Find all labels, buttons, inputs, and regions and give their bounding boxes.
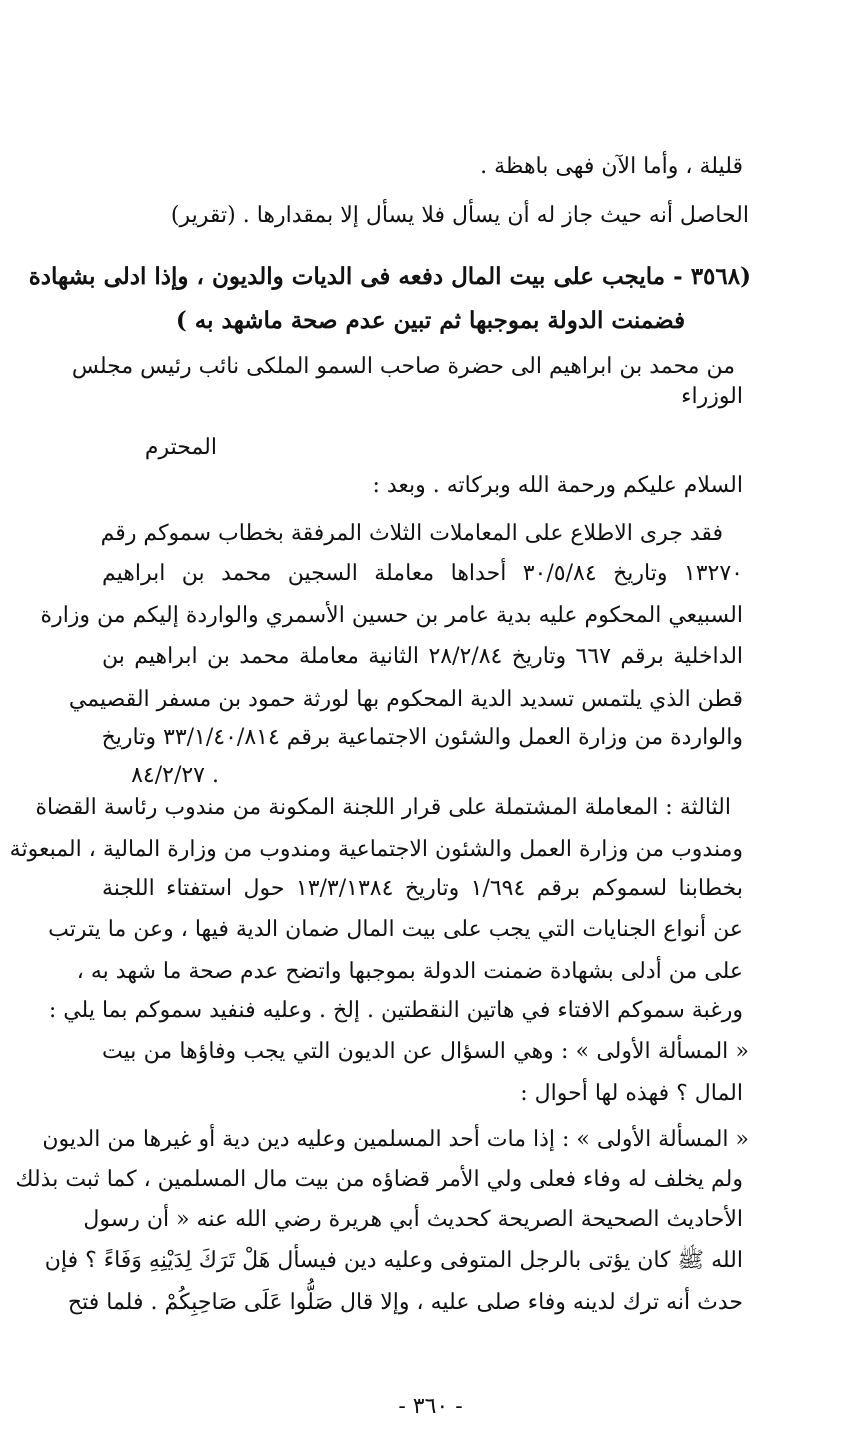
text-line: ورغبة سموكم الافتاء في هاتين النقطتين . إلخ . وعليه فنفيد سموكم بما يلي :	[48, 998, 743, 1023]
text-line: والواردة من وزارة العمل والشئون الاجتماعية برقم ٣٣/١/٤٠/٨١٤ وتاريخ	[101, 725, 743, 750]
page-number: - ٣٦٠ -	[398, 1394, 463, 1419]
text-line: المال ؟ فهذه لها أحوال :	[520, 1081, 743, 1106]
text-line: عن أنواع الجنايات التي يجب على بيت المال ضمان الدية فيها ، وعن ما يترتب	[48, 917, 743, 942]
salutation: المحترم	[144, 435, 217, 460]
text-line: ولم يخلف له وفاء فعلى ولي الأمر قضاؤه من بيت مال المسلمين ، كما ثبت بذلك	[15, 1167, 743, 1192]
text-line: ومندوب من وزارة العمل والشئون الاجتماعية ومندوب من وزارة المالية ، المبعوثة	[9, 837, 743, 862]
text-line: الأحاديث الصحيحة الصريحة كحديث أبي هريرة رضي الله عنه « أن رسول	[83, 1207, 743, 1232]
text-line: حدث أنه ترك لدينه وفاء صلى عليه ، وإلا قال صَلُّوا عَلَى صَاحِبِكُمْ . فلما فتح	[67, 1290, 743, 1315]
text-line: قطن الذي يلتمس تسديد الدية المحكوم بها لورثة حمود بن مسفر القصيمي	[68, 687, 743, 712]
text-line: من محمد بن ابراهيم الى حضرة صاحب السمو الملكى نائب رئيس مجلس	[71, 354, 735, 379]
section-heading: فضمنت الدولة بموجبها ثم تبين عدم صحة ماشهد به )	[175, 307, 686, 334]
text-line: « المسألة الأولى » : وهي السؤال عن الديون التي يجب وفاؤها من بيت	[102, 1039, 749, 1064]
text-line: قليلة ، وأما الآن فهى باهظة .	[480, 154, 743, 179]
text-line: ٨٤/٢/٢٧ .	[131, 763, 219, 788]
text-line: على من أدلى بشهادة ضمنت الدولة بموجبها واتضح عدم صحة ما شهد به ،	[76, 959, 743, 984]
text-line: الداخلية برقم ٦٦٧ وتاريخ ٢٨/٢/٨٤ الثانية معاملة محمد بن ابراهيم بن	[102, 644, 744, 669]
text-line: « المسألة الأولى » : إذا مات أحد المسلمين وعليه دين دية أو غيرها من الديون	[42, 1127, 749, 1152]
text-line: الحاصل أنه حيث جاز له أن يسأل فلا يسأل إلا بمقدارها . (تقرير)	[170, 203, 749, 228]
text-line: ١٣٢٧٠ وتاريخ ٣٠/٥/٨٤ أحداها معاملة السجين محمد بن ابراهيم	[102, 561, 743, 586]
text-line: فقد جرى الاطلاع على المعاملات الثلاث المرفقة بخطاب سموكم رقم	[100, 521, 723, 546]
section-heading: (٣٥٦٨ - مايجب على بيت المال دفعه فى الديات والديون ، وإذا ادلى بشهادة	[28, 263, 751, 290]
text-line: الله ﷺ كان يؤتى بالرجل المتوفى وعليه دين فيسأل هَلْ تَرَكَ لِدَيْنِهِ وَفَاءً ؟ فإن	[44, 1248, 743, 1273]
text-line: السبيعي المحكوم عليه بدية عامر بن حسين الأسمري والواردة إليكم من وزارة	[40, 603, 743, 628]
text-line: السلام عليكم ورحمة الله وبركاته . وبعد :	[372, 473, 743, 498]
text-line: الوزراء	[681, 384, 743, 409]
text-line: بخطابنا لسموكم برقم ١/٦٩٤ وتاريخ ١٣/٣/١٣٨٤ حول استفتاء اللجنة	[102, 876, 743, 901]
text-line: الثالثة : المعاملة المشتملة على قرار اللجنة المكونة من مندوب رئاسة القضاة	[35, 795, 731, 820]
